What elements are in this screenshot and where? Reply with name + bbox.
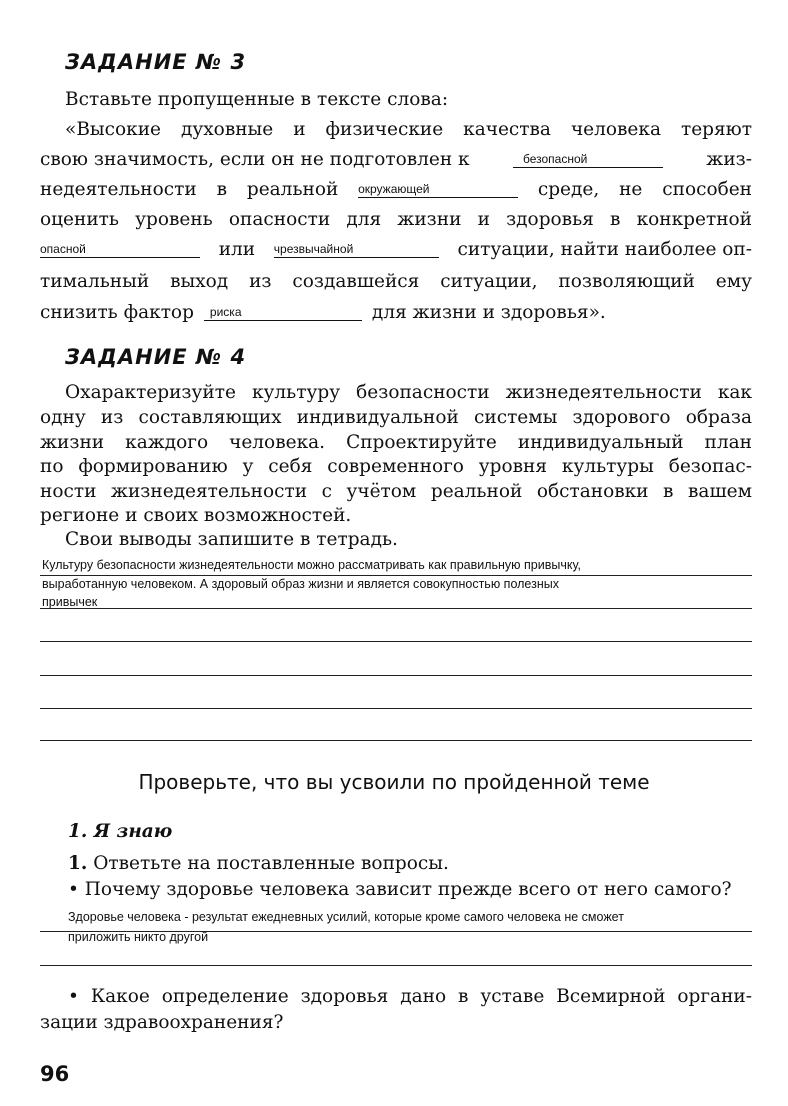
text: снизить фактор bbox=[40, 302, 194, 323]
text: среде, не способен bbox=[537, 179, 752, 200]
question-intro bbox=[68, 852, 780, 876]
text-line: по формированию у себя современного уровня культуры безопас- bbox=[40, 456, 752, 477]
answer-text: опасной bbox=[40, 242, 86, 256]
page-number: 96 bbox=[40, 1062, 70, 1086]
answer-text: Культуру безопасности жизнедеятельности можно рассматривать как правильную привычку, bbox=[42, 558, 581, 572]
text: для жизни и здоровья». bbox=[371, 302, 606, 323]
text-line: одну из составляющих индивидуальной системы здорового образа bbox=[40, 407, 752, 428]
answer-text: безопасной bbox=[522, 152, 588, 166]
text-line: ности жизнедеятельности с учётом реальной обстановки в вашем bbox=[40, 481, 752, 502]
text: Ответьте на поставленные вопросы. bbox=[93, 853, 449, 874]
question-1: • Почему здоровье человека зависит прежде всего от него самого? bbox=[68, 879, 732, 900]
writing-line[interactable] bbox=[40, 575, 752, 576]
writing-line[interactable] bbox=[40, 608, 752, 609]
task4-title: ЗАДАНИЕ № 4 bbox=[65, 345, 247, 369]
answer-text: чрезвычайной bbox=[273, 242, 354, 256]
answer-text: Здоровье человека - результат ежедневных усилий, которые кроме самого человека не сможет bbox=[68, 910, 624, 924]
answer-blank[interactable] bbox=[274, 239, 439, 258]
text-line: Охарактеризуйте культуру безопасности жизнедеятельности как bbox=[65, 382, 752, 403]
text: или bbox=[218, 239, 256, 260]
writing-line[interactable] bbox=[40, 965, 752, 966]
text-line: оценить уровень опасности для жизни и здоровья в конкретной bbox=[40, 209, 752, 230]
task4-note: Свои выводы запишите в тетрадь. bbox=[65, 529, 398, 550]
answer-blank[interactable] bbox=[358, 179, 518, 198]
text-line: тимальный выход из создавшейся ситуации, позволяющий ему bbox=[40, 271, 752, 292]
writing-line[interactable] bbox=[40, 675, 752, 676]
answer-text: окружающей bbox=[358, 182, 430, 196]
text-line bbox=[40, 301, 752, 325]
writing-line[interactable] bbox=[40, 740, 752, 741]
text: жиз- bbox=[706, 149, 752, 170]
answer-text: риска bbox=[209, 305, 242, 319]
text: ситуации, найти наиболее оп- bbox=[457, 239, 752, 260]
subheading: 1. Я знаю bbox=[68, 821, 173, 842]
task3-title: ЗАДАНИЕ № 3 bbox=[65, 50, 247, 74]
question-2: • Какое определение здоровья дано в уставе Всемирной органи- bbox=[68, 986, 752, 1007]
writing-line[interactable] bbox=[40, 931, 752, 932]
question-number: 1. bbox=[68, 853, 88, 874]
answer-text: приложить никто другой bbox=[68, 930, 209, 944]
text-line: жизни каждого человека. Спроектируйте индивидуальный план bbox=[40, 432, 752, 453]
answer-blank[interactable] bbox=[40, 239, 200, 258]
writing-line[interactable] bbox=[40, 641, 752, 642]
writing-line[interactable] bbox=[40, 708, 752, 709]
answer-text: привычек bbox=[42, 595, 98, 609]
text-line bbox=[40, 178, 752, 202]
task3-instruction: Вставьте пропущенные в тексте слова: bbox=[65, 89, 449, 110]
text-line: регионе и своих возможностей. bbox=[40, 505, 352, 526]
text: свою значимость, если он не подготовлен к bbox=[40, 149, 470, 170]
text-line bbox=[40, 238, 752, 262]
question-2-cont: зации здравоохранения? bbox=[40, 1012, 284, 1033]
answer-blank[interactable] bbox=[204, 302, 362, 321]
text: недеятельности в реальной bbox=[40, 179, 339, 200]
text-line: «Высокие духовные и физические качества человека теряют bbox=[65, 119, 752, 140]
answer-text: выработанную человеком. А здоровый образ жизни и является совокупностью полезных bbox=[42, 577, 559, 591]
answer-blank[interactable] bbox=[513, 149, 663, 168]
section-heading: Проверьте, что вы усвоили по пройденной теме bbox=[138, 770, 650, 794]
text-line bbox=[40, 148, 752, 172]
